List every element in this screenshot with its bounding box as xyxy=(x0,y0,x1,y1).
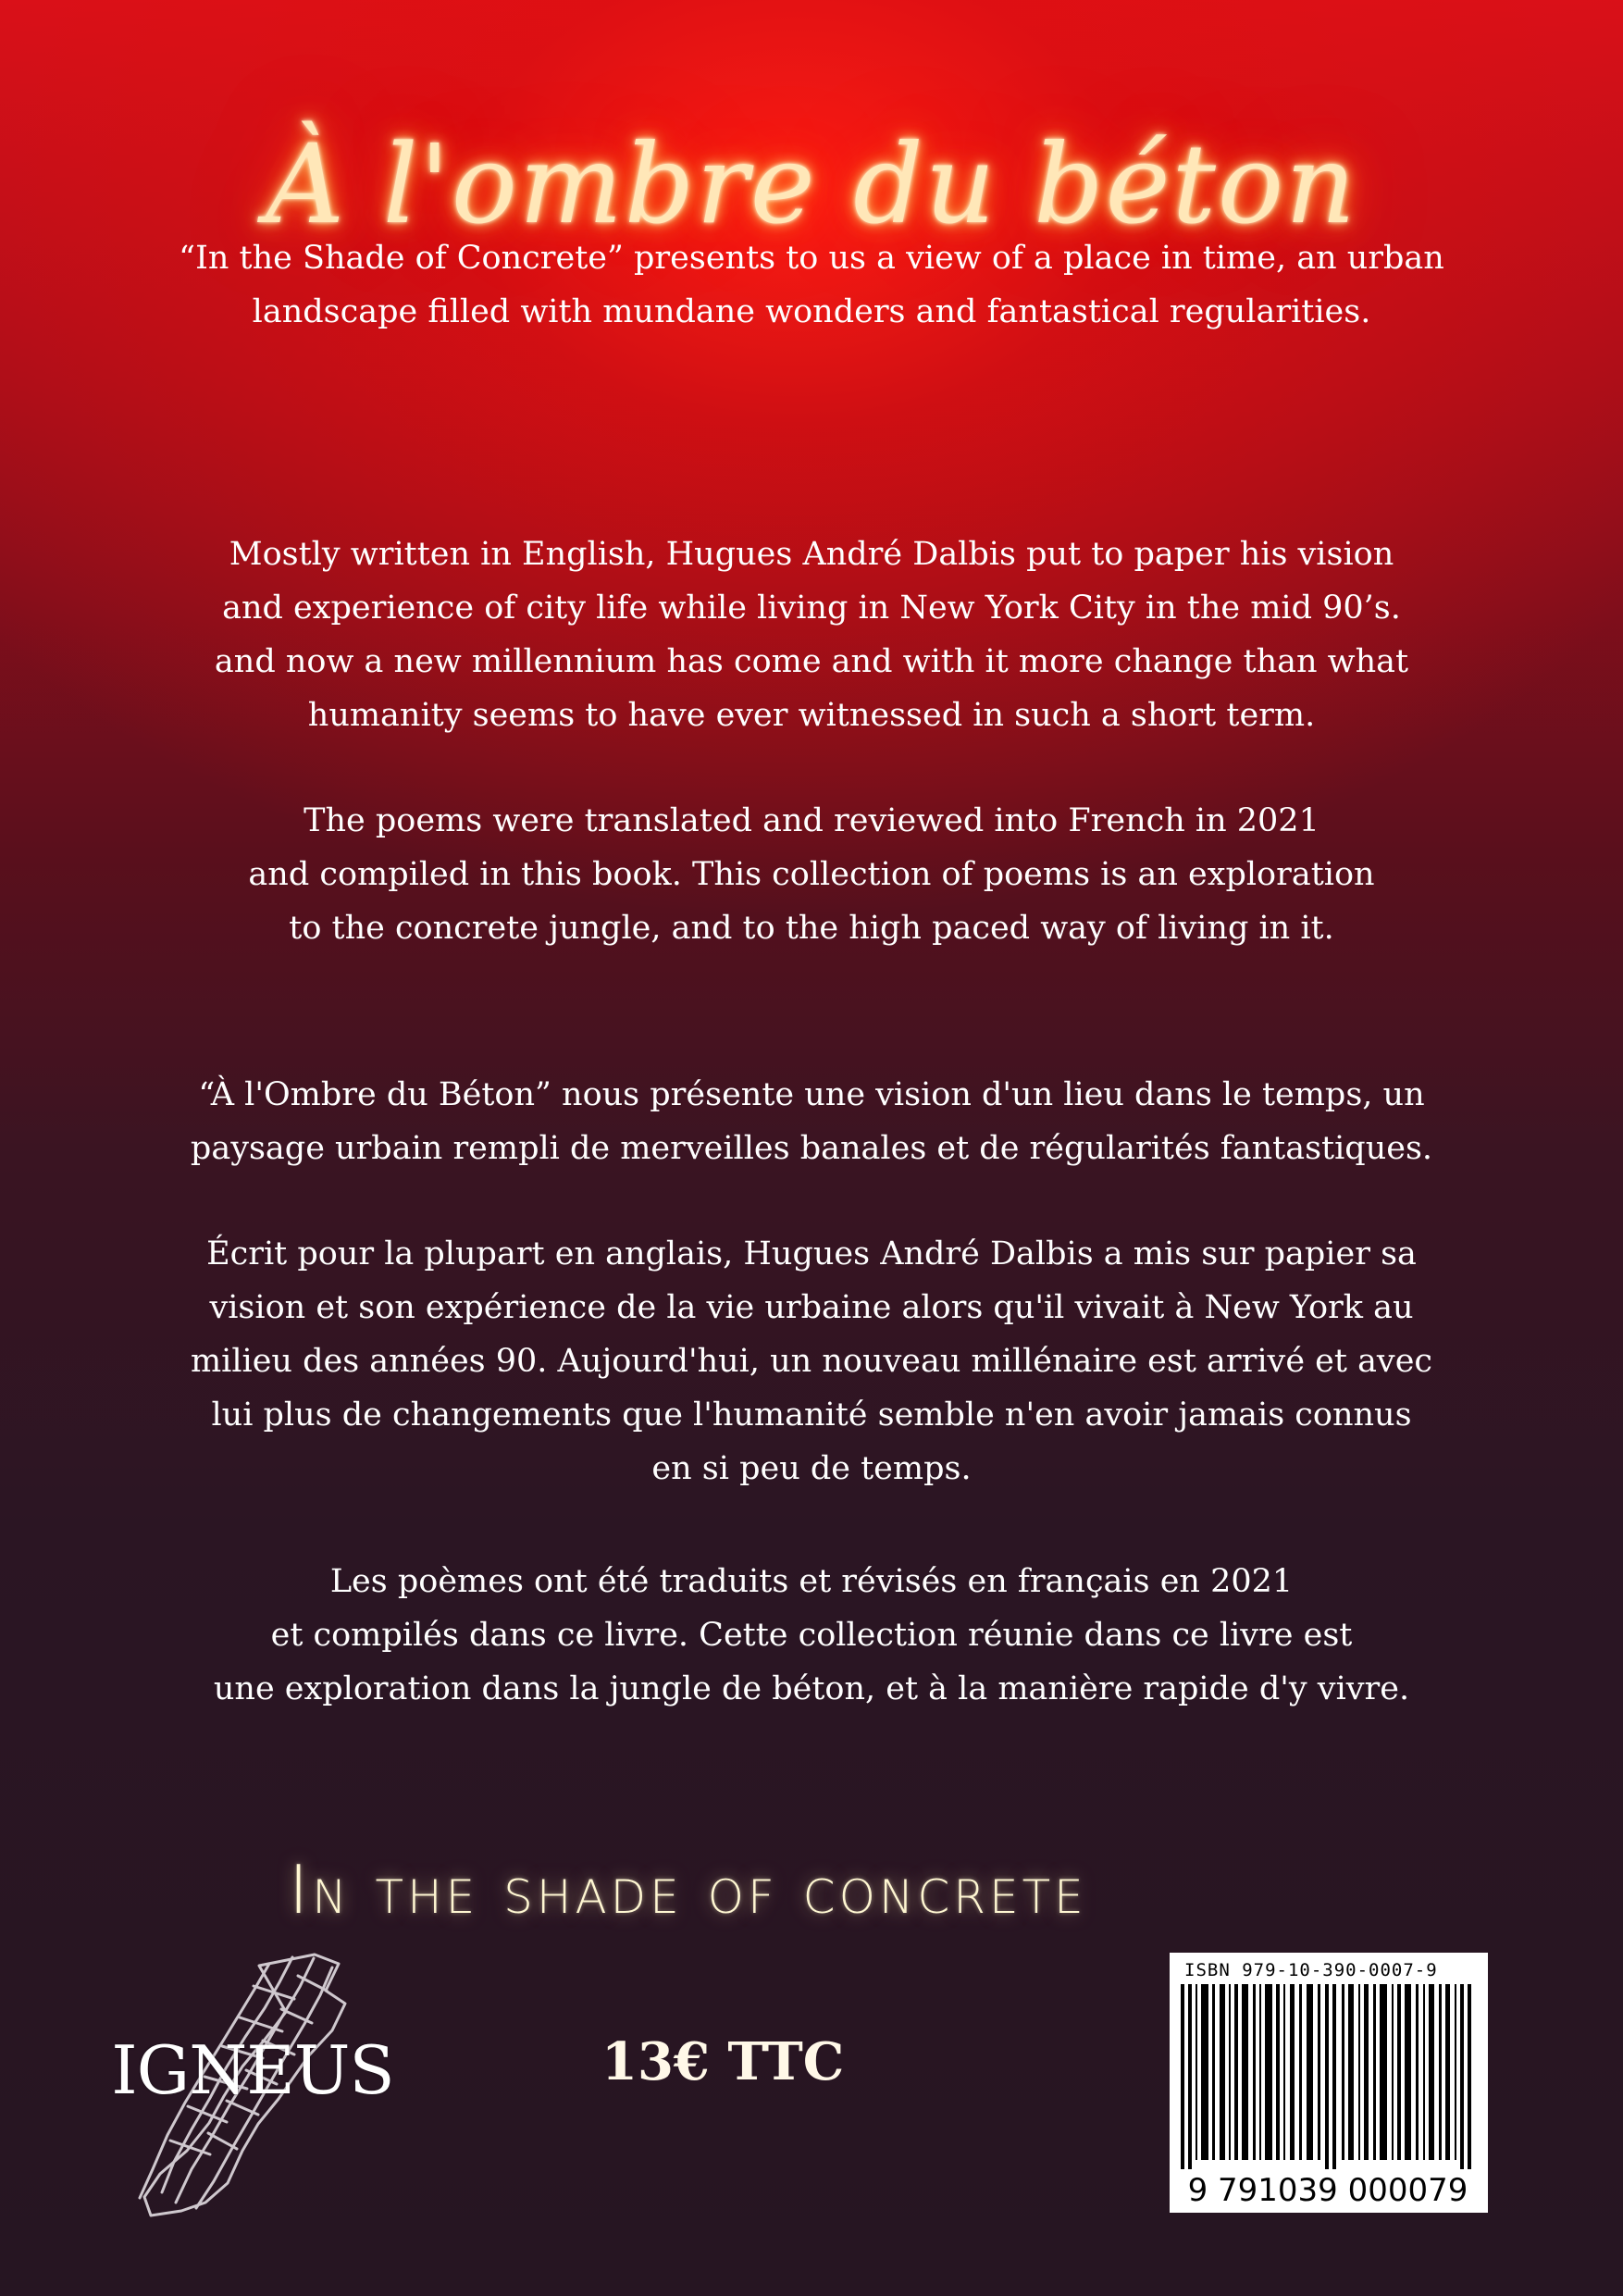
blurb-line: and now a new millennium has come and with it more change than what xyxy=(214,643,1409,680)
blurb-line: Écrit pour la plupart en anglais, Hugues André Dalbis a mis sur papier sa xyxy=(206,1235,1417,1272)
english-title: In the shade of concrete xyxy=(289,1851,1087,1929)
blurb-line: Les poèmes ont été traduits et révisés en français en 2021 xyxy=(329,1563,1294,1600)
english-blurb-translation xyxy=(130,794,1493,955)
blurb-line: and compiled in this book. This collection of poems is an exploration xyxy=(248,856,1375,893)
english-blurb-intro xyxy=(130,231,1493,339)
french-blurb-author xyxy=(130,1227,1493,1496)
isbn-label: ISBN 979-10-390-0007-9 xyxy=(1184,1960,1438,1980)
blurb-line: vision et son expérience de la vie urbaine alors qu'il vivait à New York au xyxy=(209,1289,1414,1326)
blurb-line: Mostly written in English, Hugues André Dalbis put to paper his vision xyxy=(229,536,1394,573)
blurb-line: to the concrete jungle, and to the high paced way of living in it. xyxy=(289,910,1334,947)
french-blurb-intro xyxy=(130,1068,1493,1175)
blurb-line: milieu des années 90. Aujourd'hui, un nouveau millénaire est arrivé et avec xyxy=(190,1343,1433,1380)
blurb-line: “In the Shade of Concrete” presents to us a view of a place in time, an urban xyxy=(179,240,1444,277)
blurb-line: The poems were translated and reviewed into French in 2021 xyxy=(304,802,1319,839)
blurb-line: une exploration dans la jungle de béton, et à la manière rapide d'y vivre. xyxy=(213,1670,1410,1707)
blurb-line: et compilés dans ce livre. Cette collection réunie dans ce livre est xyxy=(270,1617,1353,1654)
publisher-logo xyxy=(100,1947,405,2225)
blurb-line: and experience of city life while living in New York City in the mid 90’s. xyxy=(222,590,1401,627)
barcode-bars xyxy=(1181,1984,1477,2169)
english-blurb-author xyxy=(130,527,1493,742)
blurb-line: en si peu de temps. xyxy=(651,1450,972,1487)
price: 13€ TTC xyxy=(601,2031,845,2092)
isbn-barcode xyxy=(1170,1953,1488,2213)
neon-sign-title: À l'ombre du béton xyxy=(266,120,1357,248)
blurb-line: “À l'Ombre du Béton” nous présente une vision d'un lieu dans le temps, un xyxy=(198,1076,1425,1113)
blurb-line: landscape filled with mundane wonders and fantastical regularities. xyxy=(252,293,1371,330)
blurb-line: paysage urbain rempli de merveilles banales et de régularités fantastiques. xyxy=(190,1130,1433,1167)
publisher-name: IGNEUS xyxy=(111,2031,394,2109)
blurb-line: lui plus de changements que l'humanité semble n'en avoir jamais connus xyxy=(211,1396,1412,1433)
french-blurb-translation xyxy=(130,1555,1493,1716)
blurb-line: humanity seems to have ever witnessed in such a short term. xyxy=(307,697,1316,734)
barcode-number: 9 791039 000079 xyxy=(1187,2172,1468,2209)
